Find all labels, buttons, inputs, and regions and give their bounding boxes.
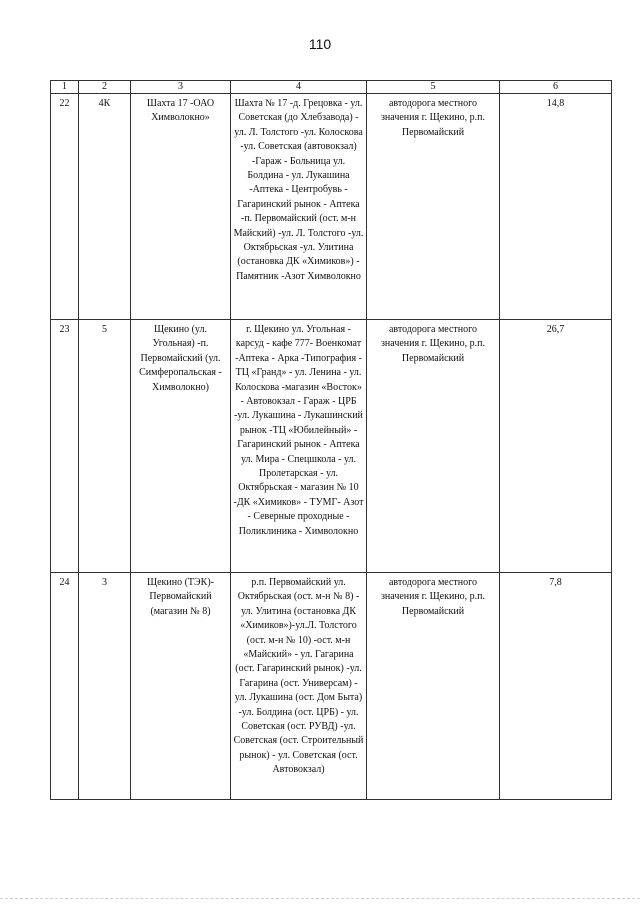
route-name: Щекино (ТЭК)- Первомайский (магазин № 8)	[147, 577, 214, 617]
route-length: 14,8	[546, 98, 565, 109]
page-number: 110	[308, 36, 332, 52]
route-name: Щекино (ул. Угольная) -п. Первомайский (ул. Симферопальская - Химволокно)	[139, 324, 222, 393]
route-name-cell	[131, 320, 231, 573]
route-length-cell	[500, 573, 612, 800]
route-name: Шахта 17 -ОАО Химволокно»	[146, 98, 215, 124]
route-length-cell	[500, 94, 612, 320]
table-row	[51, 94, 612, 320]
header-cell: 5	[367, 81, 500, 94]
row-number-cell	[51, 94, 79, 320]
road-type-cell	[367, 573, 500, 800]
row-number: 23	[59, 324, 70, 335]
route-name-cell	[131, 94, 231, 320]
route-path: р.п. Первомайский ул. Октябрьская (ост. м-н № 8) - ул. Улитина (остановка ДК «Химиков»)-ул.Л. Толстого (ост. м-н № 10) -ост. м-н «Майский» - ул. Гагарина (ост. Гагаринский рынок) -ул. Гагарина (ост. Универсам) - ул. Лукашина (ост. Дом Быта) -ул. Болдина (ост. ЦРБ) - ул. Советская (ост. РУВД) -ул. Советская (ост. Строительный рынок) - ул. Советская (ост. Автовокзал)	[233, 577, 364, 776]
route-name-cell	[131, 573, 231, 800]
route-path-cell	[231, 573, 367, 800]
route-table	[50, 80, 612, 800]
route-number-cell	[79, 94, 131, 320]
road-type-cell	[367, 320, 500, 573]
route-path: Шахта № 17 -д. Грецовка - ул. Советская (до Хлебзавода) - ул. Л. Толстого -ул. Колоскова -ул. Советская (автовокзал) -Гараж - Больница ул. Болдина - ул. Лукашина -Аптека - Центробувь - Гагаринский рынок - Аптека -п. Первомайский (ост. м-н Майский) -ул. Л. Толстого -ул. Октябрьская -ул. Улитина (остановка ДК «Химиков») - Памятник -Азот Химволокно	[233, 98, 364, 282]
route-number: 4К	[98, 98, 111, 109]
road-type: автодорога местного значения г. Щекино, р.п. Первомайский	[380, 324, 486, 364]
road-type-cell	[367, 94, 500, 320]
scan-edge-divider	[0, 898, 640, 901]
route-number-cell	[79, 573, 131, 800]
header-cell: 1	[51, 81, 79, 94]
route-path-cell	[231, 320, 367, 573]
header-row	[51, 81, 612, 94]
route-length: 7,8	[549, 577, 562, 588]
road-type: автодорога местного значения г. Щекино, р.п. Первомайский	[380, 577, 486, 617]
header-cell: 6	[500, 81, 612, 94]
row-number-cell	[51, 320, 79, 573]
route-number: 3	[102, 577, 107, 588]
route-length-cell	[500, 320, 612, 573]
header-cell: 2	[79, 81, 131, 94]
route-path: г. Щекино ул. Угольная - карсуд - кафе 777- Военкомат -Аптека - Арка -Типография - ТЦ «Гранд» - ул. Ленина - ул. Колоскова -магазин «Восток» - Автовокзал - Гараж - ЦРБ -ул. Лукашина - Лукашинский рынок -ТЦ «Юбилейный» - Гагаринский рынок - Аптека ул. Мира - Спецшкола - ул. Пролетарская - ул. Октябрьская - магазин № 10 -ДК «Химиков» - ТУМГ- Азот - Северные проходные - Поликлиника - Химволокно	[233, 324, 364, 537]
row-number: 24	[59, 577, 70, 588]
table-row	[51, 573, 612, 800]
header-cell: 4	[231, 81, 367, 94]
route-number-cell	[79, 320, 131, 573]
route-length: 26,7	[546, 324, 565, 335]
road-type: автодорога местного значения г. Щекино, р.п. Первомайский	[380, 98, 486, 138]
row-number-cell	[51, 573, 79, 800]
row-number: 22	[59, 98, 70, 109]
route-number: 5	[102, 324, 107, 335]
table-row	[51, 320, 612, 573]
header-cell: 3	[131, 81, 231, 94]
route-path-cell	[231, 94, 367, 320]
